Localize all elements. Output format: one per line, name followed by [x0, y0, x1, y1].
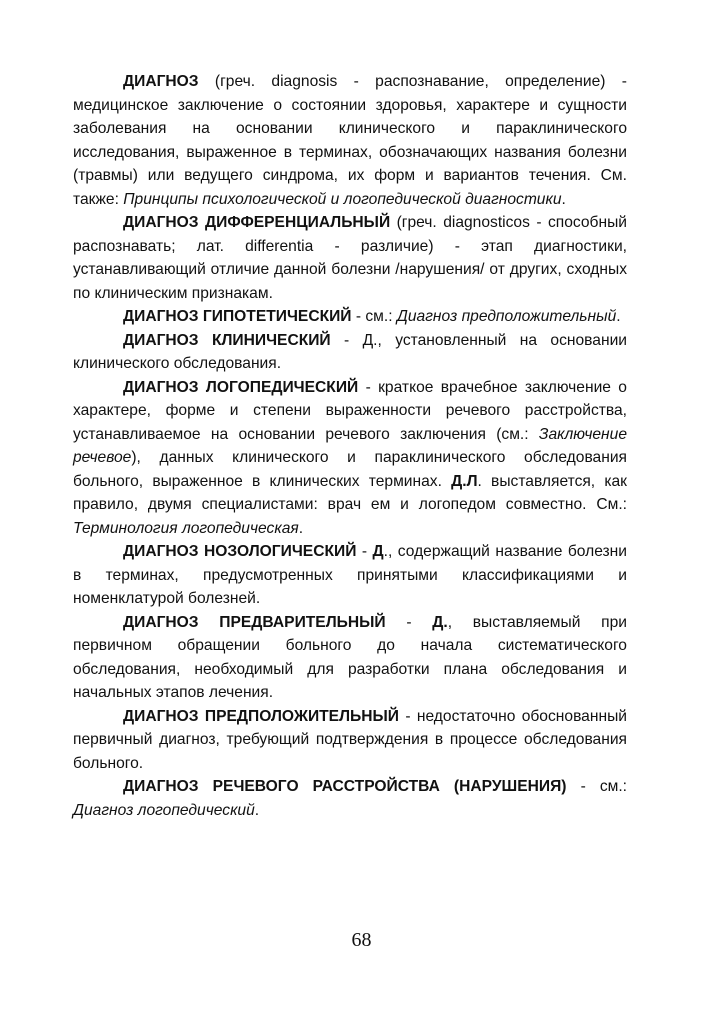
- cross-reference: Диагноз логопедический: [73, 801, 255, 819]
- entry-text: .: [254, 801, 260, 819]
- entry-text: ), данных клинического и параклинического обследования больного, выраженное в клинических терминах.: [73, 449, 627, 490]
- entry-text: (греч. diagnosticos - способный распознавать; лат. differentia - различие) - этап диагностики, устанавливающий отличие данной болезни /нарушения/ от других, сходных по клиническим признакам.: [73, 214, 627, 302]
- dictionary-entries: [73, 70, 627, 822]
- dictionary-entry: [73, 329, 627, 376]
- entry-text: - краткое врачебное заключение о характере, форме и степени выраженности речевого расстройства, устанавливаемое на основании речевого заключения (см.:: [73, 378, 627, 443]
- dictionary-entry: [73, 705, 627, 776]
- dictionary-entry: [73, 611, 627, 705]
- entry-text: - см.:: [351, 308, 397, 325]
- page-number: 68: [351, 929, 372, 951]
- dictionary-entry: [73, 376, 627, 541]
- cross-reference: Диагноз предположительный: [396, 308, 617, 325]
- dictionary-entry: [73, 211, 627, 305]
- entry-term: ДИАГНОЗ НОЗОЛОГИЧЕСКИЙ: [123, 543, 357, 560]
- entry-text: .: [616, 308, 621, 325]
- entry-term: ДИАГНОЗ ПРЕДВАРИТЕЛЬНЫЙ: [123, 613, 386, 631]
- dictionary-entry: [73, 70, 627, 211]
- entry-text: - недостаточно обоснованный первичный диагноз, требующий подтверждения в процессе обследования больного.: [73, 707, 627, 772]
- dictionary-entry: [73, 540, 627, 611]
- dictionary-entry: [73, 305, 627, 329]
- entry-text: - см.:: [566, 778, 628, 795]
- bold-text: Д.Л: [451, 472, 478, 490]
- dictionary-entry: [73, 775, 627, 822]
- entry-term: ДИАГНОЗ ЛОГОПЕДИЧЕСКИЙ: [123, 378, 359, 396]
- bold-text: Д: [372, 543, 384, 560]
- entry-term: ДИАГНОЗ ПРЕДПОЛОЖИТЕЛЬНЫЙ: [123, 707, 399, 725]
- entry-term: ДИАГНОЗ КЛИНИЧЕСКИЙ: [123, 331, 331, 349]
- entry-text: , выставляемый при первичном обращении больного до начала систематического обследования, необходимый для разработки плана обследования и начальных этапов лечения.: [73, 613, 627, 701]
- entry-term: ДИАГНОЗ ГИПОТЕТИЧЕСКИЙ: [123, 308, 352, 325]
- cross-reference: Терминология логопедическая: [73, 519, 299, 537]
- entry-term: ДИАГНОЗ РЕЧЕВОГО РАССТРОЙСТВА (НАРУШЕНИЯ): [123, 778, 567, 795]
- entry-text: -: [356, 543, 373, 560]
- entry-text: . выставляется, как правило, двумя специалистами: врач ем и логопедом совместно. См.:: [73, 472, 627, 513]
- entry-text: -: [385, 613, 433, 631]
- entry-text: ., содержащий название болезни в терминах, предусмотренных принятыми классификациями и номенклатурой болезней.: [73, 543, 628, 607]
- entry-text: (греч. diagnosis - распознавание, определение) - медицинское заключение о состоянии здоровья, характере и сущности заболевания на основании клинического и параклинического исследования, выраженное в терминах, обозначающих названия болезни (травмы) или ведущего синдрома, их форм и вариантов течения. См. также:: [73, 73, 627, 208]
- cross-reference: Принципы психологической и логопедической диагностики: [123, 190, 562, 208]
- cross-reference: Заключение речевое: [73, 425, 627, 466]
- entry-term: ДИАГНОЗ: [123, 73, 199, 90]
- entry-term: ДИАГНОЗ ДИФФЕРЕНЦИАЛЬНЫЙ: [123, 214, 391, 231]
- bold-text: Д.: [432, 613, 448, 631]
- entry-text: - Д., установленный на основании клинического обследования.: [73, 331, 627, 372]
- entry-text: .: [561, 190, 566, 208]
- entry-text: .: [298, 519, 304, 537]
